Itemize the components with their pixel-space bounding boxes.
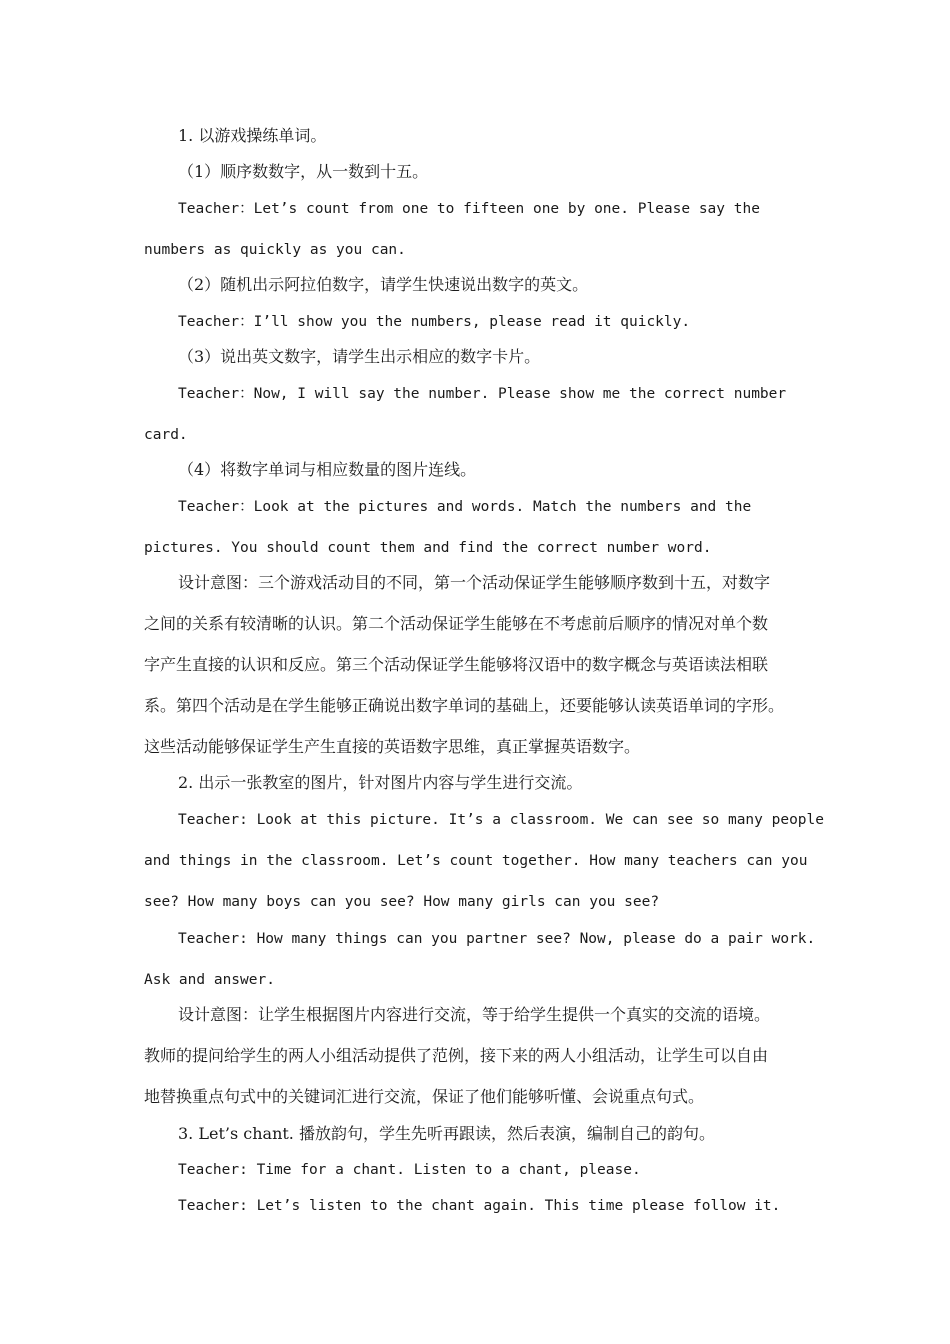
section-2-heading: 2. 出示一张教室的图片，针对图片内容与学生进行交流。 xyxy=(178,773,583,792)
teacher-line-continued: numbers as quickly as you can. xyxy=(144,242,406,258)
design-intent-paragraph: 字产生直接的认识和反应。第三个活动保证学生能够将汉语中的数字概念与英语读法相联 xyxy=(144,655,769,674)
design-intent-paragraph: 系。第四个活动是在学生能够正确说出数字单词的基础上，还要能够认读英语单词的字形。 xyxy=(144,696,785,715)
teacher-line-continued: and things in the classroom. Let’s count together. How many teachers can you xyxy=(144,853,808,869)
design-intent-paragraph: 这些活动能够保证学生产生直接的英语数字思维，真正掌握英语数字。 xyxy=(144,737,641,756)
design-intent-paragraph: 之间的关系有较清晰的认识。第二个活动保证学生能够在不考虑前后顺序的情况对单个数 xyxy=(144,614,769,633)
section-3-heading: 3. Let’s chant. 播放韵句，学生先听再跟读，然后表演，编制自己的韵句。 xyxy=(178,1124,715,1143)
teacher-line: Teacher：Look at the pictures and words. Match the numbers and the xyxy=(178,499,752,515)
design-intent-paragraph: 设计意图：让学生根据图片内容进行交流，等于给学生提供一个真实的交流的语境。 xyxy=(178,1005,771,1024)
section-1-heading: 1. 以游戏操练单词。 xyxy=(178,126,327,145)
teacher-line-continued: pictures. You should count them and find the correct number word. xyxy=(144,540,712,556)
teacher-line-continued: see? How many boys can you see? How many girls can you see? xyxy=(144,894,660,910)
teacher-line: Teacher：Now, I will say the number. Please show me the correct number xyxy=(178,386,787,402)
activity-4-title: （4）将数字单词与相应数量的图片连线。 xyxy=(178,460,477,479)
design-intent-paragraph: 教师的提问给学生的两人小组活动提供了范例，接下来的两人小组活动，让学生可以自由 xyxy=(144,1046,769,1065)
activity-1-title: （1）顺序数数字，从一数到十五。 xyxy=(178,162,429,181)
teacher-line-continued: card. xyxy=(144,427,188,443)
teacher-line: Teacher: Look at this picture. It’s a classroom. We can see so many people xyxy=(178,812,825,828)
teacher-line: Teacher: Let’s listen to the chant again. This time please follow it. xyxy=(178,1198,781,1214)
teacher-line: Teacher: Time for a chant. Listen to a chant, please. xyxy=(178,1162,641,1178)
design-intent-paragraph: 地替换重点句式中的关键词汇进行交流，保证了他们能够听懂、会说重点句式。 xyxy=(144,1087,705,1106)
teacher-line: Teacher：Let’s count from one to fifteen one by one. Please say the xyxy=(178,201,760,217)
teacher-line: Teacher: How many things can you partner see? Now, please do a pair work. xyxy=(178,931,816,947)
design-intent-paragraph: 设计意图：三个游戏活动目的不同，第一个活动保证学生能够顺序数到十五，对数字 xyxy=(178,573,771,592)
teacher-line: Teacher：I’ll show you the numbers, please read it quickly. xyxy=(178,314,691,330)
teacher-line-continued: Ask and answer. xyxy=(144,972,275,988)
activity-2-title: （2）随机出示阿拉伯数字，请学生快速说出数字的英文。 xyxy=(178,275,589,294)
activity-3-title: （3）说出英文数字，请学生出示相应的数字卡片。 xyxy=(178,347,541,366)
